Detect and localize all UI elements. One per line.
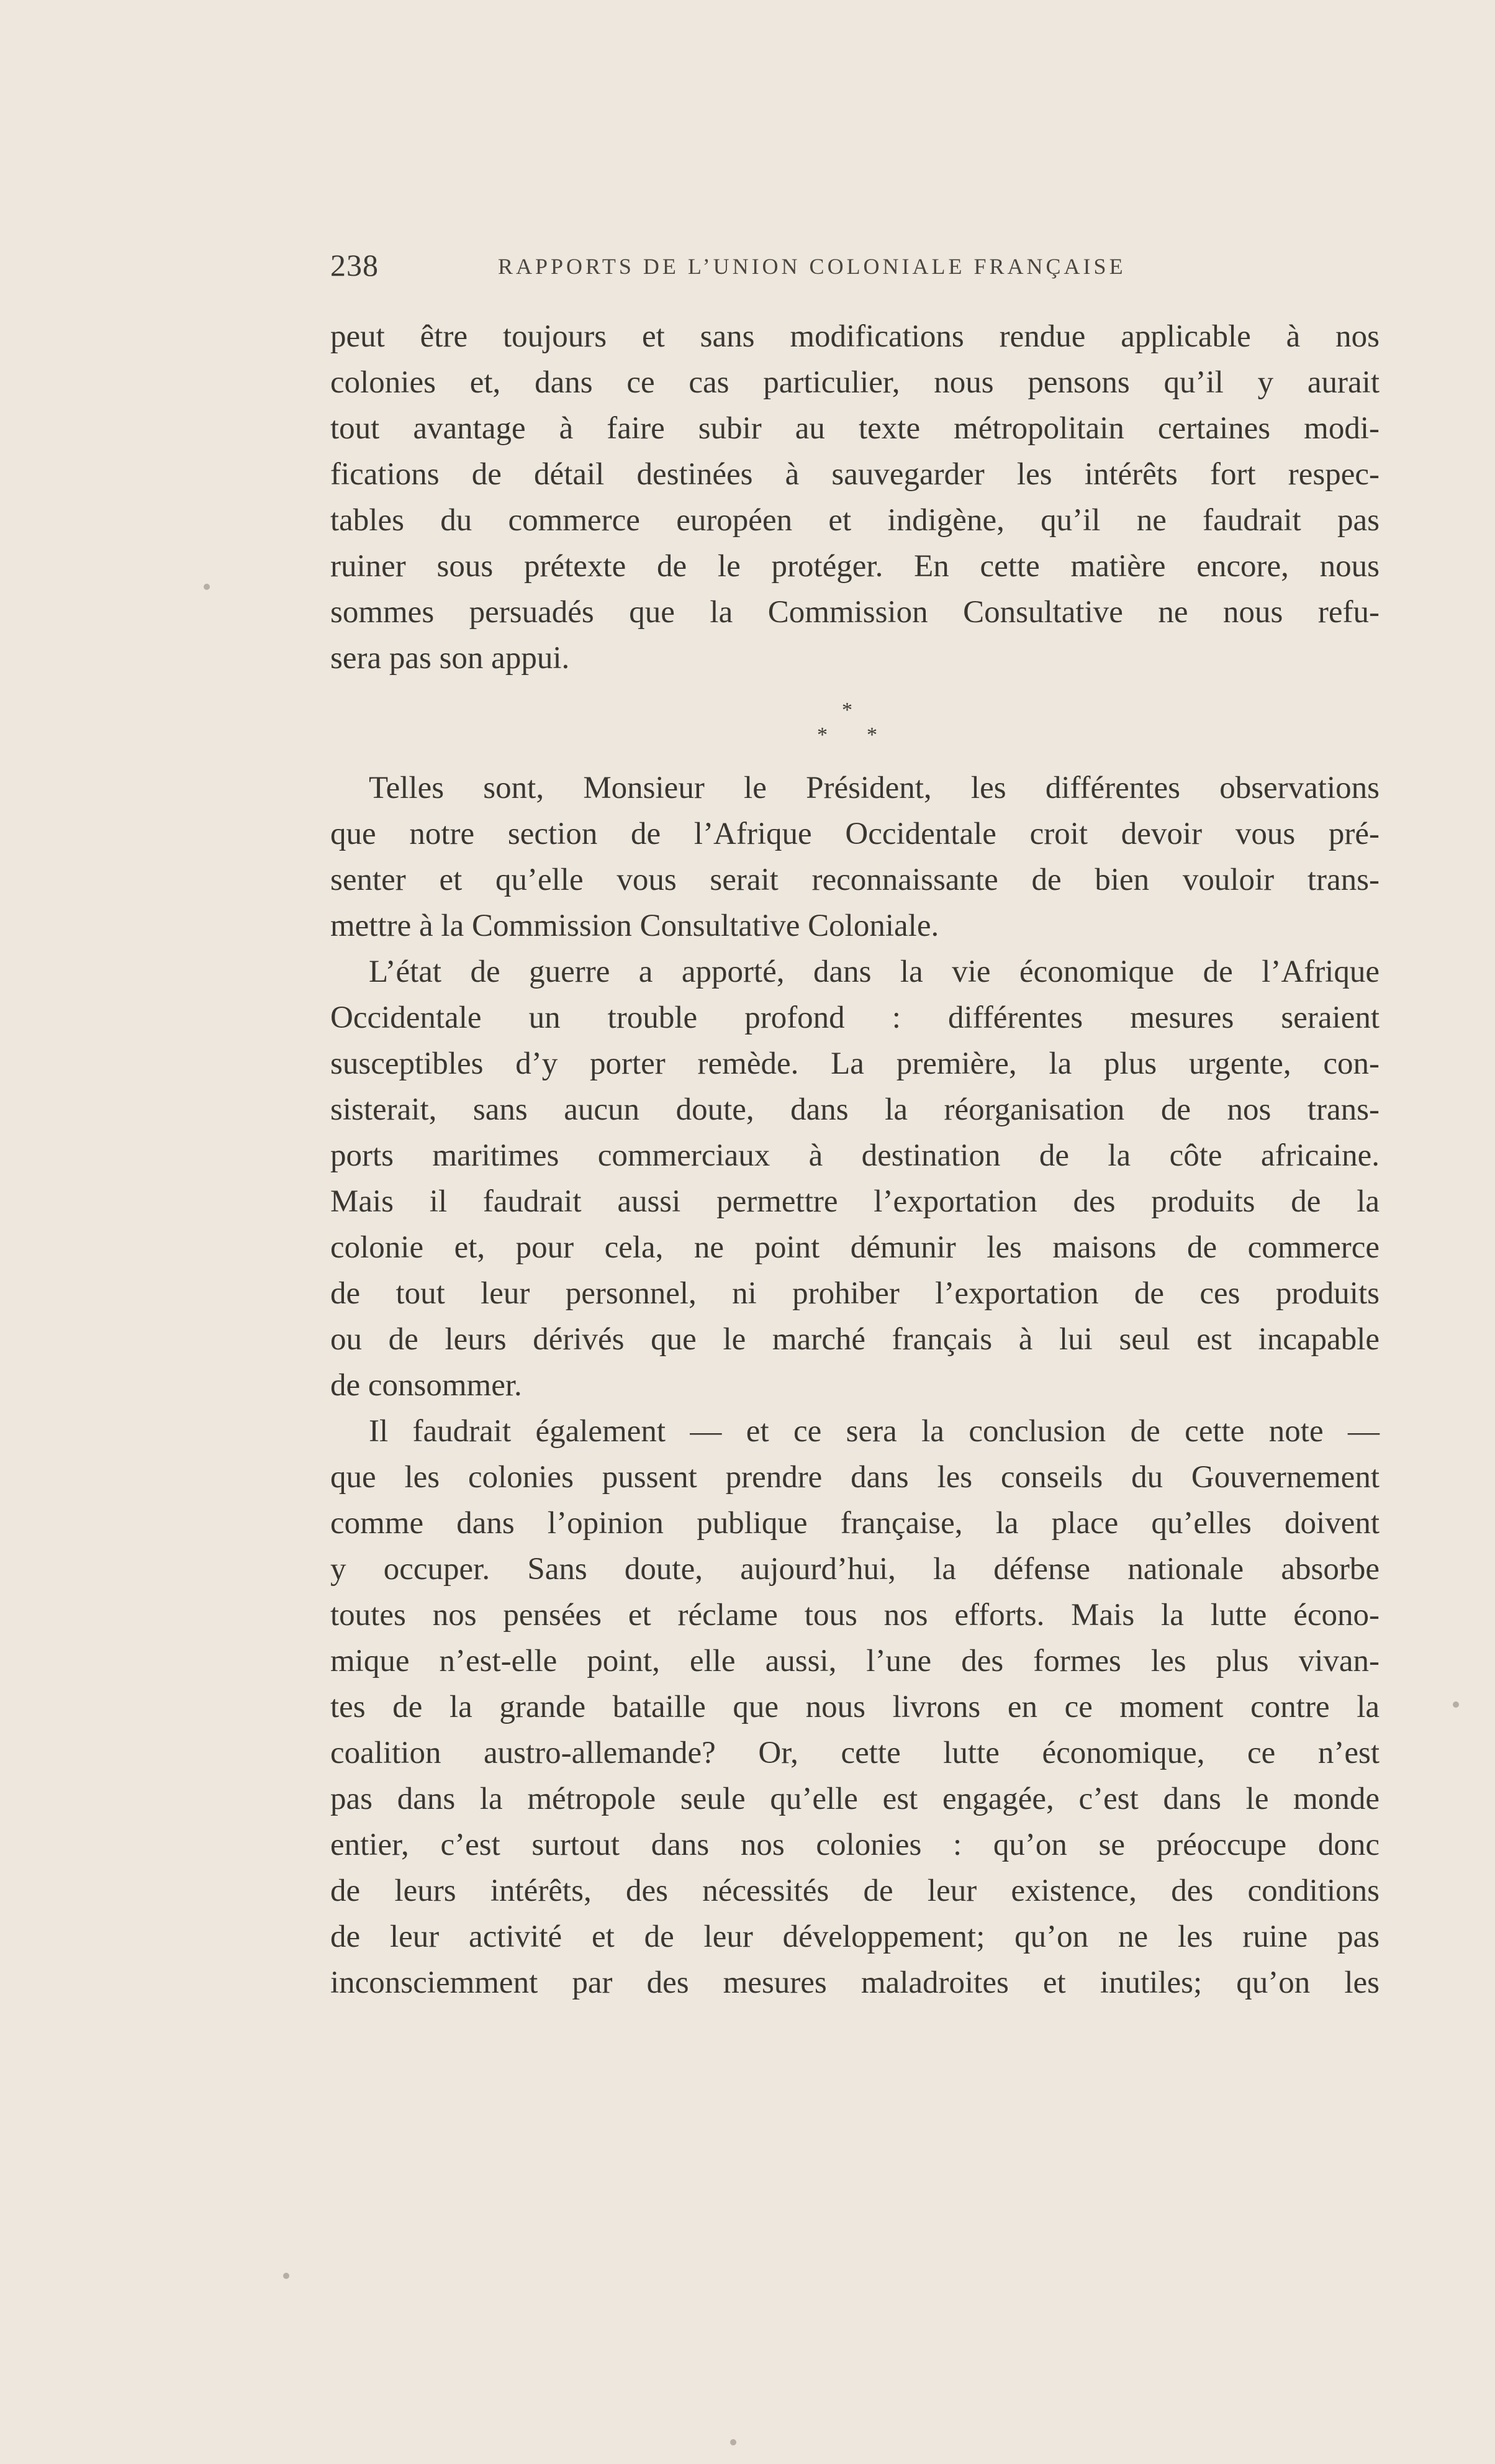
asterism-star: *	[817, 723, 828, 746]
text-line: tes de la grande bataille que nous livrons en ce moment contre la	[330, 1690, 1380, 1724]
text-line: Mais il faudrait aussi permettre l’exportation des produits de la	[330, 1184, 1380, 1219]
paragraph	[330, 1408, 1380, 2006]
paragraph	[330, 949, 1380, 1408]
text-line: susceptibles d’y porter remède. La première, la plus urgente, con-	[330, 1046, 1380, 1081]
paper-speck	[283, 2273, 289, 2279]
asterism-star: *	[842, 699, 852, 722]
text-line: coalition austro-allemande? Or, cette lutte économique, ce n’est	[330, 1736, 1380, 1770]
text-line: de leur activité et de leur développement; qu’on ne les ruine pas	[330, 1919, 1380, 1954]
page-header	[330, 247, 1380, 297]
text-line: toutes nos pensées et réclame tous nos efforts. Mais la lutte écono-	[330, 1598, 1380, 1633]
page-number: 238	[330, 248, 379, 283]
text-line: tables du commerce européen et indigène, qu’il ne faudrait pas	[330, 503, 1380, 538]
text-line: L’état de guerre a apporté, dans la vie économique de l’Afrique	[369, 954, 1380, 989]
paper-speck	[730, 2439, 736, 2445]
text-line: ports maritimes commerciaux à destination de la côte africaine.	[330, 1138, 1380, 1173]
text-line: y occuper. Sans doute, aujourd’hui, la défense nationale absorbe	[330, 1552, 1380, 1587]
text-line: mettre à la Commission Consultative Coloniale.	[330, 908, 939, 943]
text-line: sisterait, sans aucun doute, dans la réorganisation de nos trans-	[330, 1092, 1380, 1127]
text-line: peut être toujours et sans modifications rendue applicable à nos	[330, 319, 1380, 354]
text-line: senter et qu’elle vous serait reconnaissante de bien vouloir trans-	[330, 863, 1380, 897]
text-line: mique n’est-elle point, elle aussi, l’une des formes les plus vivan-	[330, 1644, 1380, 1678]
asterism-star: *	[867, 723, 877, 746]
text-line: inconsciemment par des mesures maladroites et inutiles; qu’on les	[330, 1965, 1380, 2000]
text-line: colonie et, pour cela, ne point démunir les maisons de commerce	[330, 1230, 1380, 1265]
text-line: que les colonies pussent prendre dans les conseils du Gouvernement	[330, 1460, 1380, 1495]
body-text	[330, 314, 1380, 2006]
text-line: tout avantage à faire subir au texte métropolitain certaines modi-	[330, 411, 1380, 446]
text-line: fications de détail destinées à sauvegarder les intérêts fort respec-	[330, 457, 1380, 492]
text-line: que notre section de l’Afrique Occidentale croit devoir vous pré-	[330, 817, 1380, 851]
paper-speck	[1453, 1701, 1459, 1708]
text-line: sera pas son appui.	[330, 641, 570, 676]
text-line: ou de leurs dérivés que le marché français à lui seul est incapable	[330, 1322, 1380, 1357]
text-line: de leurs intérêts, des nécessités de leur existence, des conditions	[330, 1873, 1380, 1908]
paragraph	[330, 314, 1380, 681]
paragraph	[330, 765, 1380, 949]
text-line: de tout leur personnel, ni prohiber l’exportation de ces produits	[330, 1276, 1380, 1311]
text-line: ruiner sous prétexte de le protéger. En cette matière encore, nous	[330, 549, 1380, 584]
text-line: colonies et, dans ce cas particulier, nous pensons qu’il y aurait	[330, 365, 1380, 400]
text-line: Occidentale un trouble profond : différentes mesures seraient	[330, 1000, 1380, 1035]
text-line: comme dans l’opinion publique française, la place qu’elles doivent	[330, 1506, 1380, 1541]
text-line: Il faudrait également — et ce sera la conclusion de cette note —	[369, 1414, 1380, 1449]
text-line: pas dans la métropole seule qu’elle est engagée, c’est dans le monde	[330, 1782, 1380, 1816]
section-asterism	[330, 681, 1380, 765]
paper-speck	[204, 584, 210, 590]
running-title: RAPPORTS DE L’UNION COLONIALE FRANÇAISE	[498, 254, 1126, 279]
text-line: Telles sont, Monsieur le Président, les différentes observations	[369, 771, 1380, 805]
text-line: entier, c’est surtout dans nos colonies : qu’on se préoccupe donc	[330, 1828, 1380, 1862]
text-line: de consommer.	[330, 1368, 522, 1403]
text-line: sommes persuadés que la Commission Consultative ne nous refu-	[330, 595, 1380, 630]
